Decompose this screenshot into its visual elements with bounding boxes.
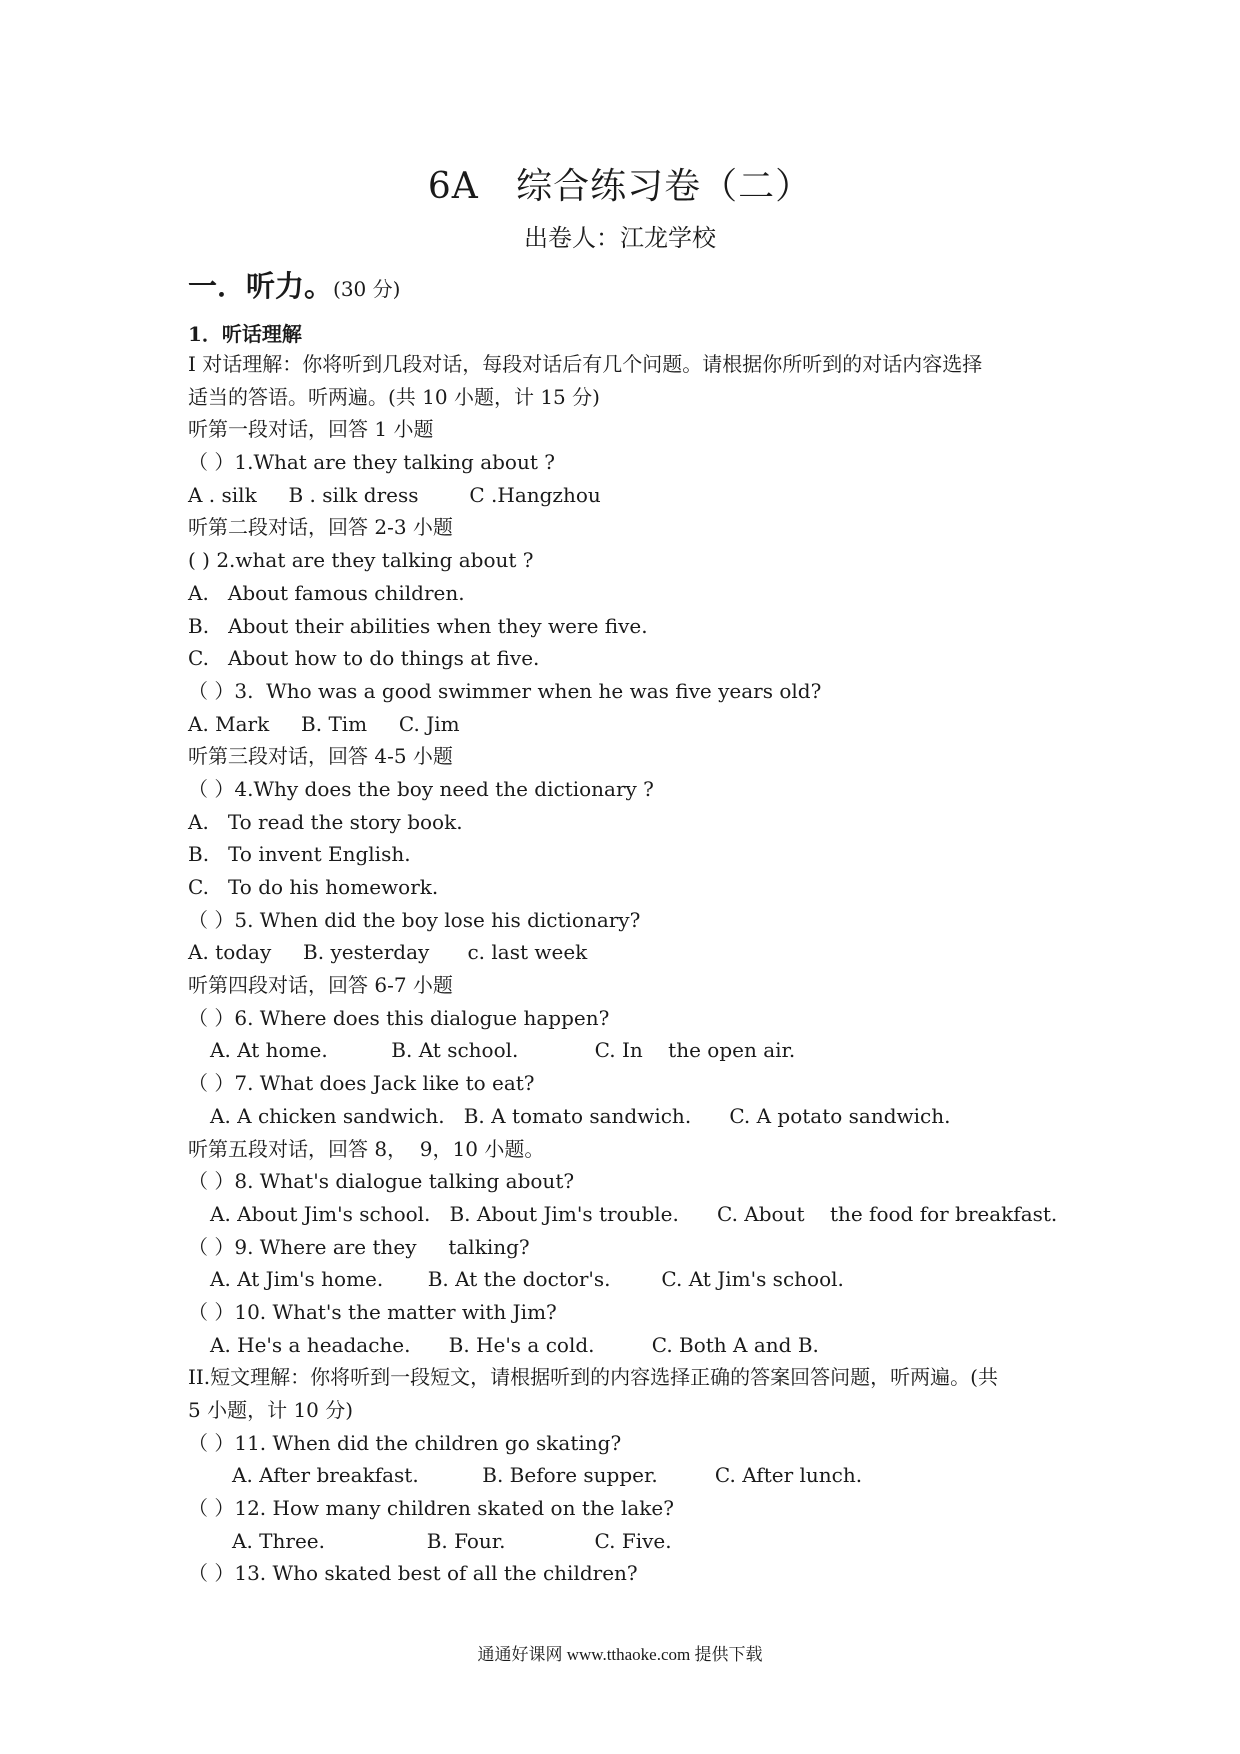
section-points: (30 分)	[333, 277, 401, 301]
question-line: C. To do his homework.	[188, 875, 439, 899]
question-line: （ ）7. What does Jack like to eat?	[188, 1071, 535, 1096]
question-line: 5 小题，计 10 分)	[188, 1398, 354, 1422]
question-line: 听第五段对话，回答 8， 9，10 小题。	[188, 1136, 545, 1161]
question-line: （ ）11. When did the children go skating?	[188, 1430, 622, 1455]
answer-options: A. About Jim's school. B. About Jim's trouble. C. About the food for breakfast.	[210, 1201, 1058, 1226]
question-line: 听第一段对话，回答 1 小题	[188, 417, 434, 442]
question-line: （ ）5. When did the boy lose his dictionary?	[188, 907, 641, 932]
question-line: （ ）13. Who skated best of all the children?	[188, 1561, 638, 1586]
question-line: （ ）9. Where are they talking?	[188, 1234, 530, 1259]
question-line: A. Mark B. Tim C. Jim	[188, 711, 460, 736]
question-line: A . silk B . silk dress C .Hangzhou	[188, 482, 601, 507]
answer-options: A. Three. B. Four. C. Five.	[232, 1528, 672, 1553]
question-list	[188, 348, 1068, 1590]
question-line: A. About famous children.	[188, 580, 465, 605]
question-line: B. About their abilities when they were five.	[188, 613, 648, 638]
question-line: 适当的答语。听两遍。(共 10 小题，计 15 分)	[188, 384, 600, 409]
page-title: 6A 综合练习卷（二）	[427, 166, 813, 207]
section-title: 一．听力。	[188, 269, 334, 303]
question-line: A. To read the story book.	[188, 809, 463, 834]
answer-options: A. He's a headache. B. He's a cold. C. Both A and B.	[210, 1332, 819, 1357]
author-line: 出卷人：江龙学校	[524, 224, 716, 252]
question-line: C. About how to do things at five.	[188, 646, 540, 671]
subsection-heading: 1．听话理解	[188, 322, 302, 346]
section-heading	[188, 264, 400, 305]
question-line: 听第二段对话，回答 2-3 小题	[188, 515, 453, 540]
question-line: （ ）10. What's the matter with Jim?	[188, 1299, 557, 1324]
question-line: I 对话理解：你将听到几段对话，每段对话后有几个问题。请根据你所听到的对话内容选择	[188, 352, 983, 376]
question-line: B. To invent English.	[188, 842, 411, 867]
answer-options: A. A chicken sandwich. B. A tomato sandwich. C. A potato sandwich.	[210, 1103, 951, 1128]
question-line: （ ）12. How many children skated on the lake?	[188, 1496, 674, 1521]
question-line: （ ）6. Where does this dialogue happen?	[188, 1005, 610, 1030]
question-line: 听第四段对话，回答 6-7 小题	[188, 973, 453, 998]
question-line: （ ）3. Who was a good swimmer when he was five years old?	[188, 678, 822, 703]
question-line: 听第三段对话，回答 4-5 小题	[188, 744, 453, 769]
answer-options: A. After breakfast. B. Before supper. C. After lunch.	[232, 1463, 863, 1488]
question-line: （ ）4.Why does the boy need the dictionary ?	[188, 776, 654, 801]
question-line: （ ）8. What's dialogue talking about?	[188, 1169, 575, 1194]
question-line: （ ）1.What are they talking about ?	[188, 450, 555, 475]
answer-options: A. At Jim's home. B. At the doctor's. C. At Jim's school.	[210, 1267, 844, 1292]
question-line: A. today B. yesterday c. last week	[188, 940, 588, 965]
page-footer: 通通好课网 www.tthaoke.com 提供下载	[477, 1645, 763, 1664]
question-line: ( ) 2.what are they talking about ?	[188, 548, 534, 573]
question-line: II.短文理解：你将听到一段短文，请根据听到的内容选择正确的答案回答问题，听两遍。(共	[188, 1365, 998, 1390]
answer-options: A. At home. B. At school. C. In the open air.	[210, 1038, 796, 1063]
